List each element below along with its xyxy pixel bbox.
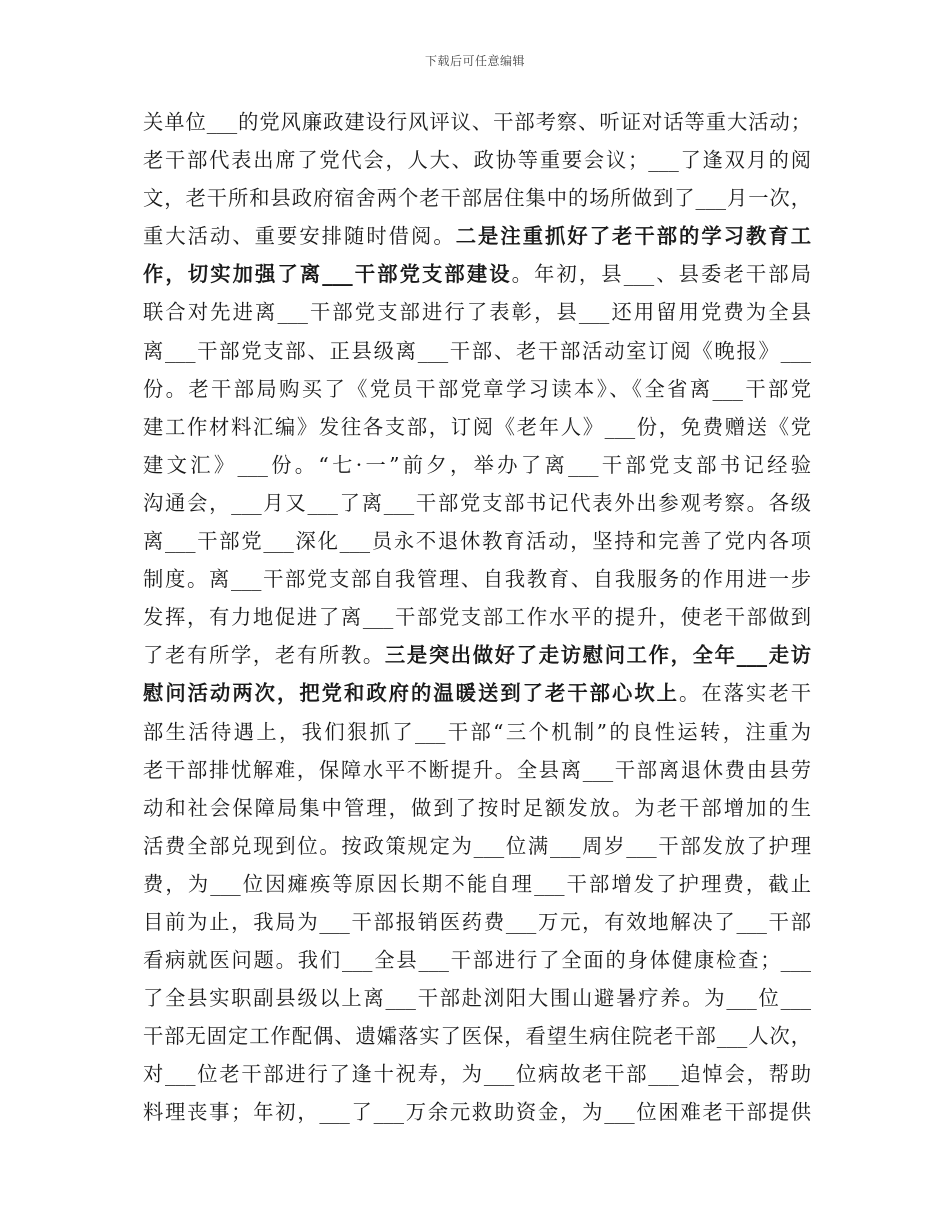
text-segment: 关单位___的党风廉政建设行风评议、干部考察、听证对话等重大活动； — [143, 110, 811, 134]
text-line — [143, 903, 811, 941]
text-segment: 动和社会保障局集中管理，做到了按时足额发放。为老干部增加的生 — [143, 795, 811, 820]
text-line — [143, 1093, 811, 1131]
text-line — [143, 217, 811, 255]
text-line — [143, 827, 811, 865]
text-line — [143, 789, 811, 827]
text-segment: 料理丧事；年初，___了___万余元救助资金，为___位困难老干部提供 — [143, 1100, 811, 1125]
text-segment: 活费全部兑现到位。按政策规定为___位满___周岁___干部发放了护理 — [143, 833, 811, 858]
text-line — [143, 141, 811, 179]
bold-text-segment: 二是注重抓好了老干部的学习教育工 — [455, 224, 811, 249]
text-segment: 看病就医问题。我们___全县___干部进行了全面的身体健康检查；___ — [143, 948, 811, 973]
text-segment: 了全县实职副县级以上离___干部赴浏阳大围山避暑疗养。为___位___ — [143, 986, 811, 1011]
text-segment: 目前为止，我局为___干部报销医药费___万元，有效地解决了___干部 — [143, 909, 811, 934]
text-segment: 建文汇》___份。“七·一”前夕，举办了离___干部党支部书记经验 — [143, 452, 811, 477]
text-segment: 离___干部党支部、正县级离___干部、老干部活动室订阅《晚报》___ — [143, 338, 811, 363]
text-line — [143, 103, 811, 141]
text-line — [143, 941, 811, 979]
text-line — [143, 674, 811, 712]
text-segment: 对___位老干部进行了逢十祝寿，为___位病故老干部___追悼会，帮助 — [143, 1062, 811, 1087]
text-segment: 发挥，有力地促进了离___干部党支部工作水平的提升，使老干部做到 — [143, 605, 811, 630]
text-segment: 。年初，县___、县委老干部局 — [511, 262, 811, 287]
text-segment: 老干部排忧解难，保障水平不断提升。全县离___干部离退休费由县劳 — [143, 757, 811, 782]
text-segment: 部生活待遇上，我们狠抓了___干部“三个机制”的良性运转，注重为 — [143, 719, 811, 744]
text-line — [143, 865, 811, 903]
text-segment: 费，为___位因瘫痪等原因长期不能自理___干部增发了护理费，截止 — [143, 871, 811, 896]
text-segment: 老干部代表出席了党代会，人大、政协等重要会议；___了逢双月的阅 — [143, 148, 811, 173]
text-segment: 沟通会，___月又___了离___干部党支部书记代表外出参观考察。各级 — [143, 490, 811, 515]
text-line — [143, 713, 811, 751]
text-line — [143, 446, 811, 484]
text-segment: 离___干部党___深化___员永不退休教育活动，坚持和完善了党内各项 — [143, 529, 811, 554]
text-line — [143, 636, 811, 674]
text-line — [143, 1017, 811, 1055]
text-line — [143, 370, 811, 408]
text-line — [143, 179, 811, 217]
text-segment: 了老有所学，老有所教。 — [143, 643, 385, 668]
text-segment: 。在落实老干 — [679, 681, 811, 706]
bold-text-segment: 作，切实加强了离___干部党支部建设 — [143, 262, 512, 287]
text-segment: 建工作材料汇编》发往各支部，订阅《老年人》___份，免费赠送《党 — [143, 414, 811, 439]
text-line — [143, 560, 811, 598]
text-line — [143, 293, 811, 331]
text-line — [143, 751, 811, 789]
text-line — [143, 332, 811, 370]
document-body — [143, 103, 811, 1132]
text-segment: 干部无固定工作配偶、遗孀落实了医保，看望生病住院老干部___人次， — [143, 1024, 811, 1049]
text-line — [143, 484, 811, 522]
text-segment: 制度。离___干部党支部自我管理、自我教育、自我服务的作用进一步 — [143, 567, 811, 592]
text-line — [143, 408, 811, 446]
text-segment: 份。老干部局购买了《党员干部党章学习读本》、《全省离___干部党 — [143, 376, 811, 401]
page-header: 下载后可任意编辑 — [424, 54, 525, 68]
text-segment: 联合对先进离___干部党支部进行了表彰，县___还用留用党费为全县 — [143, 300, 811, 325]
text-line — [143, 979, 811, 1017]
text-line — [143, 1055, 811, 1093]
bold-text-segment: 三是突出做好了走访慰问工作，全年___走访 — [384, 643, 811, 668]
text-line — [143, 522, 811, 560]
text-line — [143, 255, 811, 293]
text-line — [143, 598, 811, 636]
text-segment: 文，老干所和县政府宿舍两个老干部居住集中的场所做到了___月一次， — [143, 186, 811, 211]
bold-text-segment: 慰问活动两次，把党和政府的温暖送到了老干部心坎上 — [143, 681, 680, 706]
text-segment: 重大活动、重要安排随时借阅。 — [143, 224, 456, 249]
